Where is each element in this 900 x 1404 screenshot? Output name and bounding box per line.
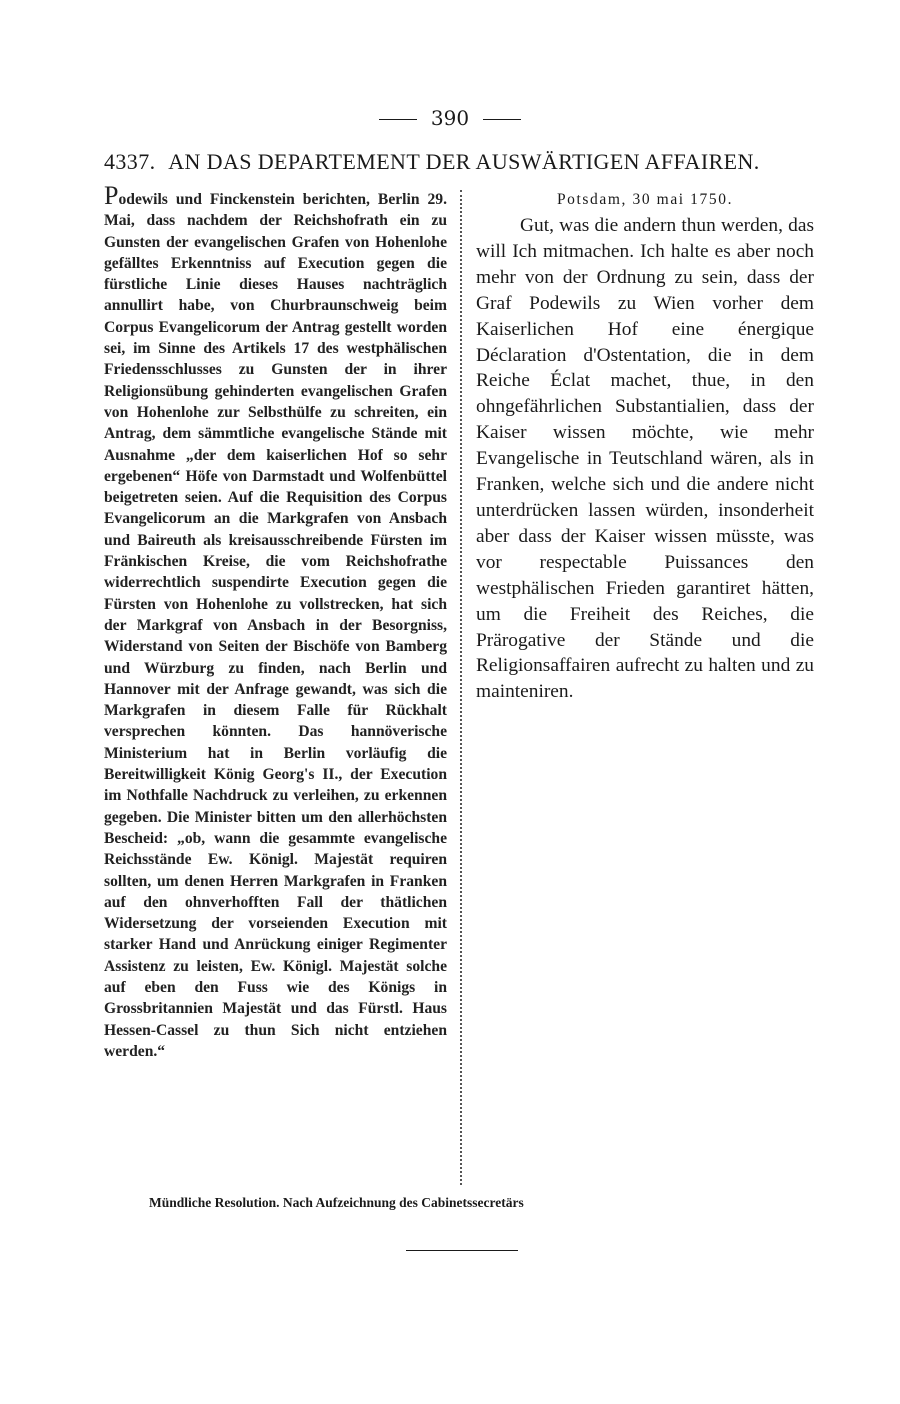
end-rule [406,1250,518,1251]
page-number-rule-right [483,119,521,120]
place-date: Potsdam, 30 mai 1750. [556,191,734,208]
initial-letter: P [104,181,119,210]
summary-text: odewils und Finckenstein berichten, Berlin 29. Mai, dass nachdem der Reichshofrath ein zu Gunsten der evangelischen Grafen von Hohenlohe gefälltes Erkenntniss auf Execution gegen die fürstliche Linie dieses Hauses nachträglich annullirt habe, von Churbraunschweig beim Corpus Evangelicorum der Antrag gestellt worden sei, im Sinne des Artikels 17 des westphälischen Friedensschlusses zu Gunsten der in ihrer Religionsübung gehinderten evangelischen Grafen von Hohenlohe zur Selbsthülfe zu schreiten, ein Antrag, dem sämmtliche evangelische Stände mit Ausnahme „der dem kaiserlichen Hof so sehr ergebenen“ Höfe von Darmstadt und Wolfenbüttel beigetreten seien. Auf die Requisition des Corpus Evangelicorum an die Markgrafen von Ansbach und Baireuth als kreisausschreibende Fürsten im Fränkischen Kreise, die vom Reichshofrathe widerrechtlich suspendirte Execution gegen die Fürsten von Hohenlohe zu vollstrecken, hat sich der Markgraf von Ansbach in der Besorgniss, Widerstand von Seiten der Bischöfe von Bamberg und Würzburg zu finden, nach Berlin und Hannover mit der Anfrage gewandt, was sich die Markgrafen in diesem Falle für Rückhalt versprechen könnten. Das hannöverische Ministerium hat in Berlin vorläufig die Bereitwilligkeit König Georg's II., der Execution im Nothfalle Nachdruck zu verleihen, zu erkennen gegeben. Die Minister bitten um den allerhöchsten Bescheid: „ob, wann die gesammte evangelische Reichsstände Ew. Königl. Majestät requiren sollten, um denen Herren Markgrafen in Franken auf den ohnverhofften Fall der thätlichen Widersetzung der vorseienden Execution mit starker Hand und Anrückung einiger Regimenter Assistenz zu leisten, Ew. Königl. Majestät solche auf eben den Fuss wie des Königs in Grossbritannien Majestät und das Fürstl. Haus Hessen-Cassel zu thun Sich nicht entziehen werden.“ [104,191,447,1060]
page-number-text: 390 [430,106,470,130]
page-number [0,106,900,130]
resolution-text: Gut, was die andern thun werden, das will Ich mitmachen. Ich halte es aber noch mehr von der Ordnung zu sein, dass der Graf Podewils zu Wien vorher dem Kaiserlichen Hof eine énergique Déclaration d'Ostentation, die in dem Reiche Éclat machet, thue, in den ohngefährlichen Substantialien, dass der Kaiser wissen möchte, wie mehr Evangelische in Teutschland wären, als in Franken, welche sich und die andere nicht unterdrücken lassen würden, insonderheit aber dass der Kaiser wissen müsste, was vor respectable Puissances den westphälischen Frieden garantiret hätten, um die Freiheit des Reiches, die Prärogative der Stände und die Religionsaffairen aufrecht zu halten und zu mainteniren. [476,215,814,703]
document-number: 4337. [104,149,156,174]
document-title: AN DAS DEPARTEMENT DER AUSWÄRTIGEN AFFAIREN. [168,149,760,174]
column-divider [460,190,462,1185]
resolution-note: Mündliche Resolution. Nach Aufzeichnung des Cabinetssecretärs [149,1195,524,1210]
document-heading [104,149,824,175]
resolution-column [476,189,814,705]
summary-column [104,181,447,1062]
page-number-rule-left [379,119,417,120]
